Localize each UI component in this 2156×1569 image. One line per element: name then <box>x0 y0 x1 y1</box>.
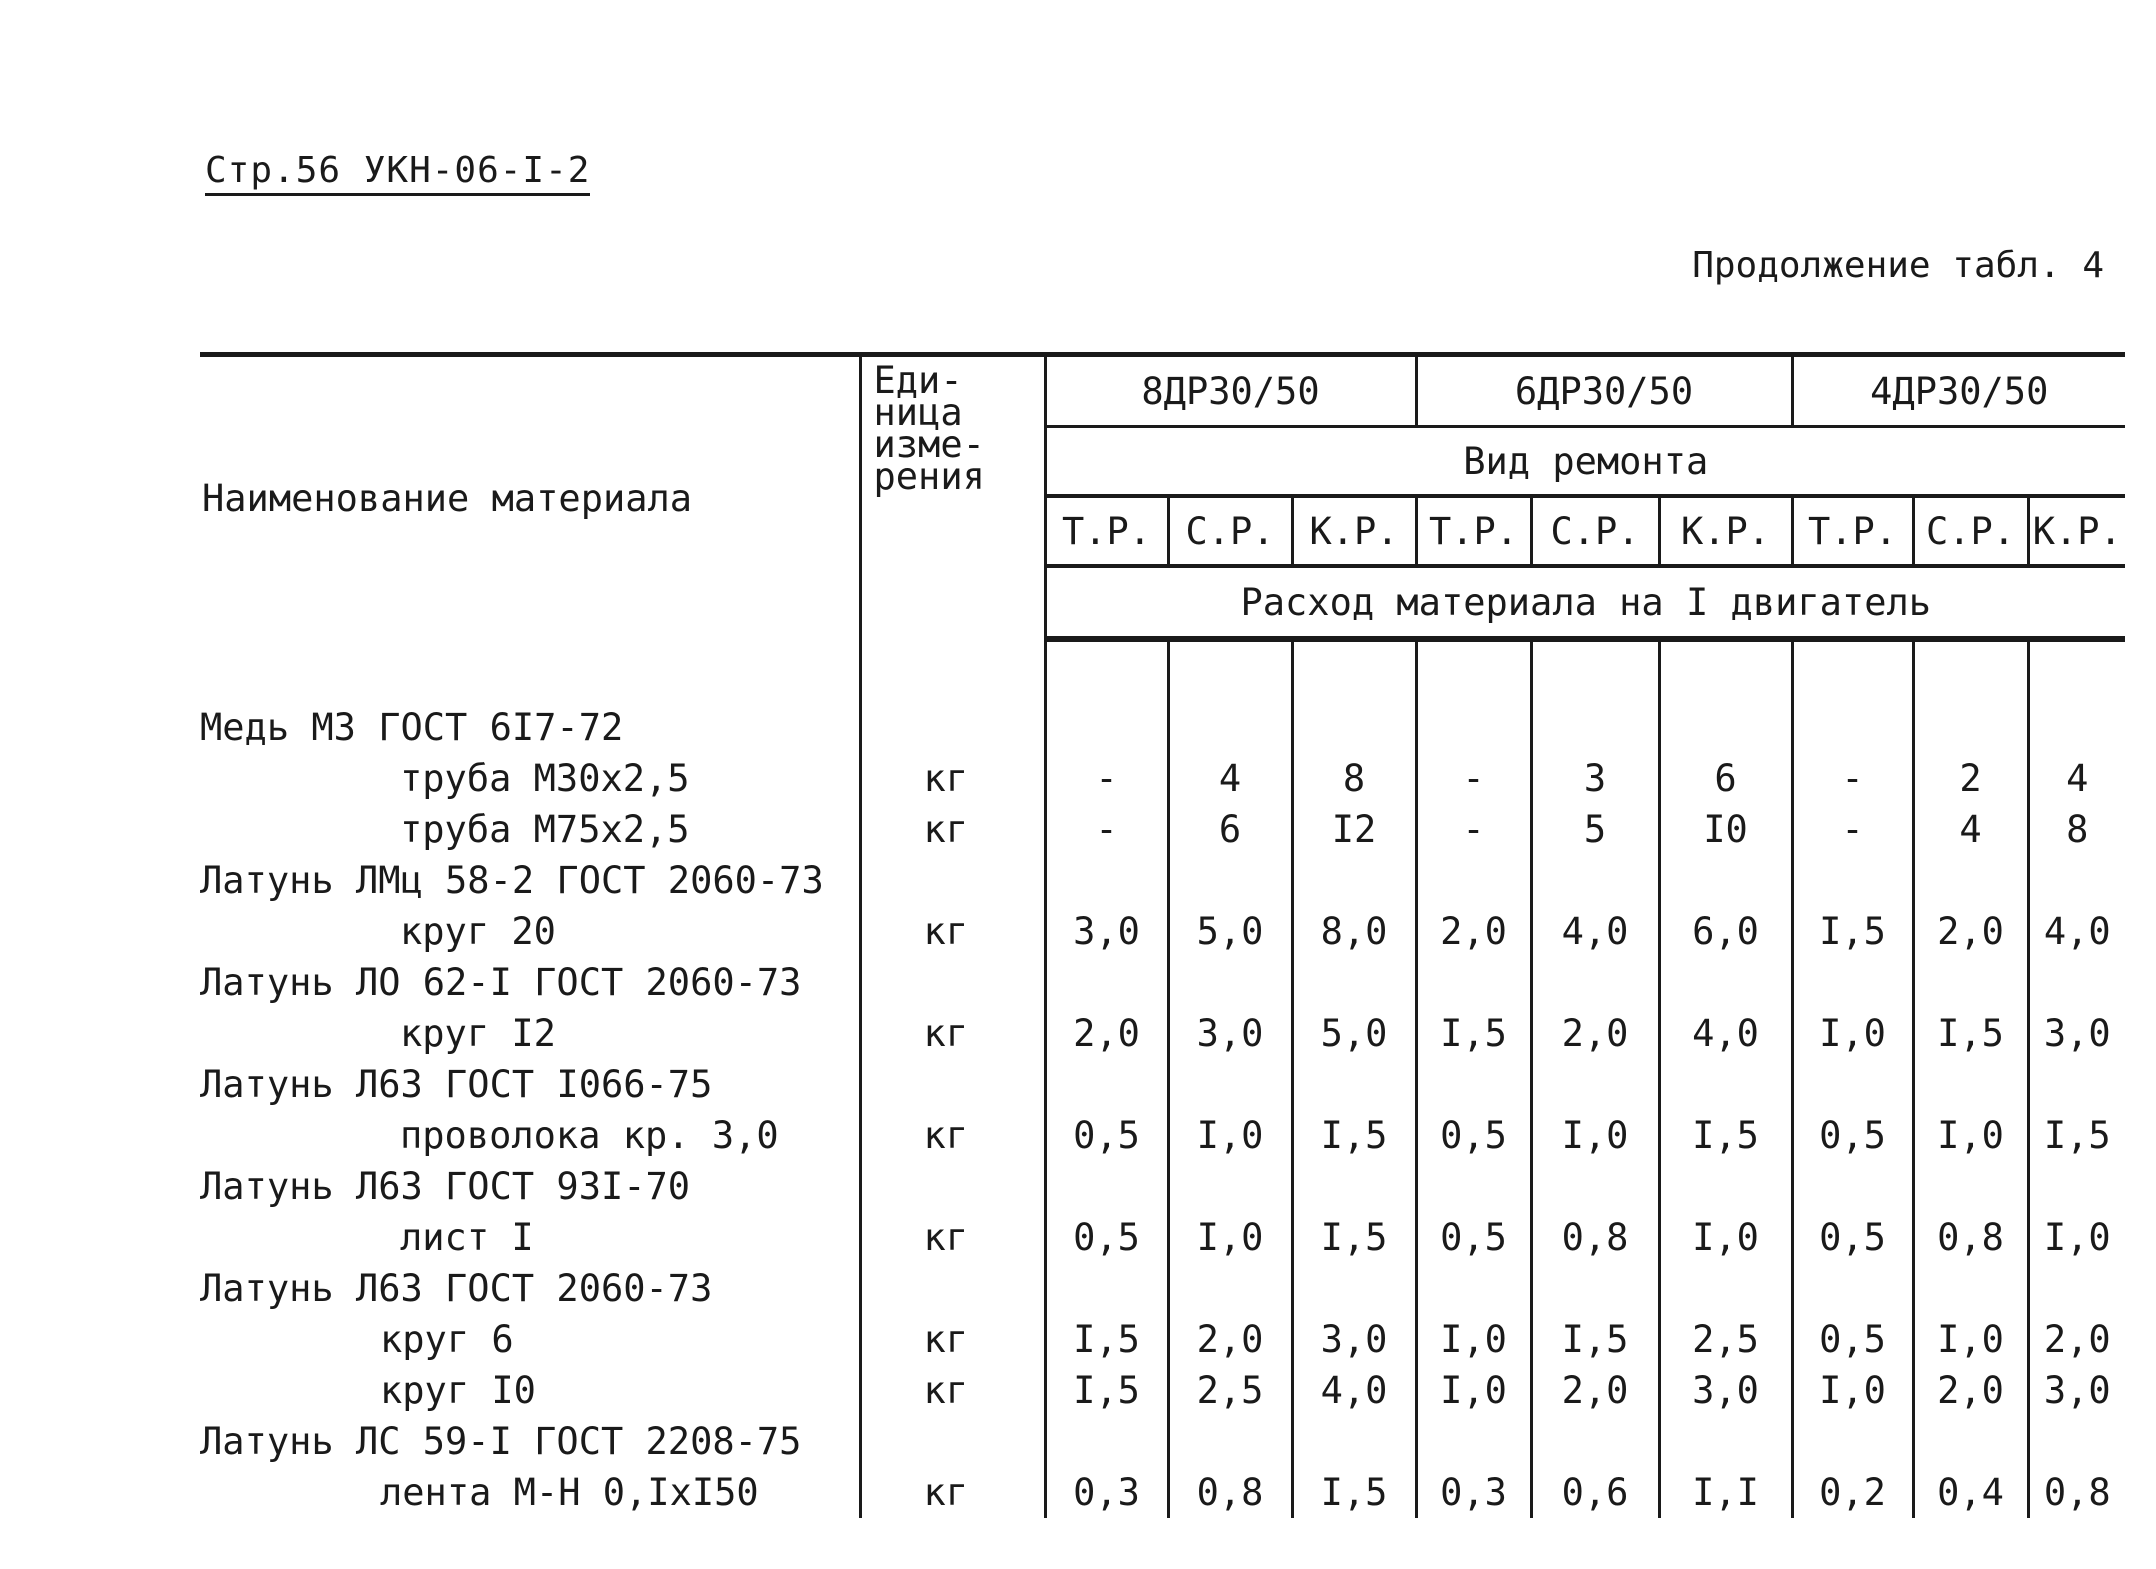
unit-cell: кг <box>860 1110 1045 1161</box>
value-cell: I,0 <box>1416 1314 1531 1365</box>
value-cell: I,0 <box>1913 1314 2028 1365</box>
table-row <box>200 1110 2125 1161</box>
value-cell: - <box>1416 804 1531 855</box>
value-cell <box>1045 1416 1168 1467</box>
table-row <box>200 804 2125 855</box>
unit-cell: кг <box>860 753 1045 804</box>
value-cell: 4,0 <box>2028 906 2125 957</box>
value-cell: 0,8 <box>1913 1212 2028 1263</box>
value-cell <box>1659 1416 1792 1467</box>
value-cell <box>2028 1263 2125 1314</box>
value-cell <box>1531 957 1659 1008</box>
unit-cell: кг <box>860 1365 1045 1416</box>
value-cell: - <box>1095 757 1118 800</box>
unit-cell <box>860 957 1045 1008</box>
value-cell <box>1792 855 1913 906</box>
value-cell: 3,0 <box>2028 1008 2125 1059</box>
value-cell <box>1792 957 1913 1008</box>
value-cell: 2,5 <box>1168 1365 1292 1416</box>
repair-col-header: К.Р. <box>1292 496 1416 566</box>
value-cell: 0,5 <box>1792 1110 1913 1161</box>
material-item-name: лист I <box>400 1216 534 1259</box>
value-cell: I,0 <box>1659 1212 1792 1263</box>
value-cell: I,0 <box>1913 1110 2028 1161</box>
material-group-row <box>200 957 2125 1008</box>
value-cell: 4,0 <box>1659 1008 1792 1059</box>
value-cell <box>1168 702 1292 753</box>
value-cell <box>1045 702 1168 753</box>
column-header-unit: Еди- ница изме- рения <box>860 355 1045 640</box>
material-item-name: труба М30х2,5 <box>400 757 690 800</box>
value-cell: 5,0 <box>1292 1008 1416 1059</box>
unit-cell: кг <box>860 1467 1045 1518</box>
value-cell <box>1292 1161 1416 1212</box>
value-cell <box>1659 957 1792 1008</box>
value-cell <box>1531 1263 1659 1314</box>
material-group-name: Латунь Л63 ГОСТ I066-75 <box>200 1063 713 1106</box>
value-cell <box>1416 1059 1531 1110</box>
unit-cell <box>860 1161 1045 1212</box>
value-cell: 2,0 <box>1531 1365 1659 1416</box>
unit-cell: кг <box>860 906 1045 957</box>
value-cell: 2,0 <box>1168 1314 1292 1365</box>
value-cell: 0,4 <box>1913 1467 2028 1518</box>
value-cell <box>1792 1416 1913 1467</box>
material-item-name: лента М-Н 0,IхI50 <box>380 1471 759 1514</box>
value-cell: 3,0 <box>1292 1314 1416 1365</box>
repair-col-header: Т.Р. <box>1792 496 1913 566</box>
repair-col-header: С.Р. <box>1913 496 2028 566</box>
model-header-3: 4ДР30/50 <box>1792 355 2125 427</box>
value-cell: I,0 <box>1416 1365 1531 1416</box>
value-cell: 2,5 <box>1659 1314 1792 1365</box>
value-cell: 6 <box>1168 804 1292 855</box>
table-row <box>200 1008 2125 1059</box>
value-cell <box>1168 1416 1292 1467</box>
value-cell <box>1416 1263 1531 1314</box>
value-cell: I,5 <box>1416 1008 1531 1059</box>
value-cell: 4 <box>2028 753 2125 804</box>
material-group-name: Латунь ЛО 62-I ГОСТ 2060-73 <box>200 961 802 1004</box>
repair-col-header: С.Р. <box>1531 496 1659 566</box>
material-item-name: проволока кр. 3,0 <box>400 1114 779 1157</box>
repair-col-header: Т.Р. <box>1416 496 1531 566</box>
value-cell <box>1168 957 1292 1008</box>
value-cell: 0,5 <box>1416 1212 1531 1263</box>
value-cell: I,5 <box>1073 1318 1140 1361</box>
value-cell: 0,6 <box>1531 1467 1659 1518</box>
unit-cell <box>860 1416 1045 1467</box>
value-cell: 2,0 <box>1416 906 1531 957</box>
value-cell: I,0 <box>2028 1212 2125 1263</box>
value-cell: I,0 <box>1792 1008 1913 1059</box>
material-group-row <box>200 1416 2125 1467</box>
value-cell: 5,0 <box>1168 906 1292 957</box>
value-cell <box>1416 702 1531 753</box>
value-cell: 8 <box>1292 753 1416 804</box>
value-cell <box>2028 1416 2125 1467</box>
value-cell <box>1531 1161 1659 1212</box>
repair-col-header: С.Р. <box>1168 496 1292 566</box>
value-cell <box>2028 855 2125 906</box>
value-cell <box>1292 702 1416 753</box>
material-item-name: труба М75х2,5 <box>400 808 690 851</box>
value-cell <box>1531 855 1659 906</box>
value-cell <box>1913 1161 2028 1212</box>
value-cell <box>1792 702 1913 753</box>
value-cell: I,5 <box>1531 1314 1659 1365</box>
value-cell <box>1292 1263 1416 1314</box>
material-group-row <box>200 1263 2125 1314</box>
table-row <box>200 1467 2125 1518</box>
value-cell: 0,3 <box>1416 1467 1531 1518</box>
value-cell: 3,0 <box>1659 1365 1792 1416</box>
value-cell: 4 <box>1168 753 1292 804</box>
value-cell <box>1416 1161 1531 1212</box>
value-cell: 0,3 <box>1073 1471 1140 1514</box>
value-cell: 4,0 <box>1531 906 1659 957</box>
value-cell <box>1792 1161 1913 1212</box>
value-cell <box>1292 957 1416 1008</box>
value-cell <box>2028 1161 2125 1212</box>
unit-cell <box>860 1263 1045 1314</box>
value-cell: I2 <box>1292 804 1416 855</box>
value-cell: I,5 <box>1659 1110 1792 1161</box>
value-cell: 0,5 <box>1073 1216 1140 1259</box>
table-row <box>200 753 2125 804</box>
value-cell: - <box>1792 804 1913 855</box>
material-group-name: Медь М3 ГОСТ 6I7-72 <box>200 706 624 749</box>
value-cell: 0,8 <box>1531 1212 1659 1263</box>
value-cell: 6,0 <box>1659 906 1792 957</box>
unit-cell: кг <box>860 804 1045 855</box>
value-cell <box>1531 702 1659 753</box>
value-cell: 2,0 <box>1913 906 2028 957</box>
value-cell <box>1659 1263 1792 1314</box>
value-cell: 8,0 <box>1292 906 1416 957</box>
value-cell: - <box>1095 808 1118 851</box>
repair-col-header: Т.Р. <box>1045 496 1168 566</box>
value-cell <box>2028 1059 2125 1110</box>
value-cell: 0,8 <box>1168 1467 1292 1518</box>
value-cell <box>1416 1416 1531 1467</box>
value-cell: 5 <box>1531 804 1659 855</box>
unit-cell: кг <box>860 1212 1045 1263</box>
material-item-name: круг 6 <box>380 1318 514 1361</box>
value-cell: 2 <box>1913 753 2028 804</box>
consumption-header: Расход материала на I двигатель <box>1045 566 2125 639</box>
material-item-name: круг I2 <box>400 1012 556 1055</box>
value-cell: I,5 <box>1292 1467 1416 1518</box>
value-cell: I,0 <box>1531 1110 1659 1161</box>
value-cell: I,5 <box>1073 1369 1140 1412</box>
material-group-name: Латунь ЛС 59-I ГОСТ 2208-75 <box>200 1420 802 1463</box>
value-cell <box>1045 1059 1168 1110</box>
table-row <box>200 1314 2125 1365</box>
value-cell: I,5 <box>2028 1110 2125 1161</box>
value-cell: I,5 <box>1792 906 1913 957</box>
model-header-1: 8ДР30/50 <box>1045 355 1416 427</box>
value-cell <box>1045 855 1168 906</box>
value-cell: 2,0 <box>1073 1012 1140 1055</box>
value-cell <box>1416 957 1531 1008</box>
materials-table <box>200 352 2125 1518</box>
value-cell <box>1045 1161 1168 1212</box>
value-cell: 2,0 <box>2028 1314 2125 1365</box>
value-cell: I,0 <box>1168 1212 1292 1263</box>
table-body <box>200 639 2125 1518</box>
repair-col-header: К.Р. <box>1659 496 1792 566</box>
value-cell <box>1659 1059 1792 1110</box>
value-cell: I,5 <box>1292 1110 1416 1161</box>
value-cell: I,5 <box>1913 1008 2028 1059</box>
value-cell <box>1168 855 1292 906</box>
table-continuation-label: Продолжение табл. 4 <box>1692 245 2104 286</box>
value-cell <box>1792 1263 1913 1314</box>
value-cell <box>1531 1059 1659 1110</box>
material-group-name: Латунь Л63 ГОСТ 2060-73 <box>200 1267 713 1310</box>
value-cell: 2,0 <box>1913 1365 2028 1416</box>
column-header-material: Наименование материала <box>200 355 860 640</box>
value-cell: - <box>1416 753 1531 804</box>
value-cell: I,5 <box>1292 1212 1416 1263</box>
value-cell: 8 <box>2028 804 2125 855</box>
value-cell <box>1531 1416 1659 1467</box>
unit-cell: кг <box>860 1314 1045 1365</box>
value-cell <box>1292 855 1416 906</box>
value-cell <box>1045 1263 1168 1314</box>
value-cell <box>1913 957 2028 1008</box>
material-item-name: круг 20 <box>400 910 556 953</box>
value-cell: I,I <box>1659 1467 1792 1518</box>
material-group-name: Латунь Л63 ГОСТ 93I-70 <box>200 1165 691 1208</box>
value-cell <box>1913 1416 2028 1467</box>
value-cell: I,0 <box>1792 1365 1913 1416</box>
value-cell: 4 <box>1913 804 2028 855</box>
material-group-row <box>200 1059 2125 1110</box>
value-cell <box>2028 702 2125 753</box>
spacer-row <box>200 639 2125 702</box>
value-cell: 0,5 <box>1073 1114 1140 1157</box>
value-cell <box>1913 702 2028 753</box>
value-cell: I0 <box>1659 804 1792 855</box>
page-reference: Стр.56 УКН-06-I-2 <box>205 150 590 196</box>
unit-cell: кг <box>860 1008 1045 1059</box>
value-cell <box>1659 702 1792 753</box>
value-cell: 0,8 <box>2028 1467 2125 1518</box>
material-group-row <box>200 855 2125 906</box>
value-cell <box>1659 855 1792 906</box>
value-cell: 3,0 <box>1168 1008 1292 1059</box>
table-row <box>200 906 2125 957</box>
table-row <box>200 1212 2125 1263</box>
value-cell <box>1168 1059 1292 1110</box>
value-cell <box>1292 1059 1416 1110</box>
value-cell <box>1792 1059 1913 1110</box>
table-row <box>200 1365 2125 1416</box>
value-cell <box>1913 855 2028 906</box>
value-cell <box>2028 957 2125 1008</box>
repair-col-header: К.Р. <box>2028 496 2125 566</box>
value-cell: 3,0 <box>1073 910 1140 953</box>
value-cell <box>1416 855 1531 906</box>
material-group-row <box>200 702 2125 753</box>
unit-cell <box>860 855 1045 906</box>
material-item-name: круг I0 <box>380 1369 536 1412</box>
value-cell: 0,2 <box>1792 1467 1913 1518</box>
value-cell: 4,0 <box>1292 1365 1416 1416</box>
value-cell: 0,5 <box>1792 1314 1913 1365</box>
value-cell: 0,5 <box>1416 1110 1531 1161</box>
value-cell: 3,0 <box>2028 1365 2125 1416</box>
value-cell <box>1292 1416 1416 1467</box>
value-cell: 3 <box>1531 753 1659 804</box>
value-cell <box>1659 1161 1792 1212</box>
model-header-2: 6ДР30/50 <box>1416 355 1792 427</box>
value-cell: 6 <box>1659 753 1792 804</box>
value-cell: 2,0 <box>1531 1008 1659 1059</box>
value-cell: I,0 <box>1168 1110 1292 1161</box>
value-cell <box>1913 1059 2028 1110</box>
material-group-row <box>200 1161 2125 1212</box>
value-cell: - <box>1792 753 1913 804</box>
value-cell <box>1913 1263 2028 1314</box>
unit-cell <box>860 702 1045 753</box>
value-cell <box>1168 1161 1292 1212</box>
value-cell <box>1045 957 1168 1008</box>
value-cell <box>1168 1263 1292 1314</box>
value-cell: 0,5 <box>1792 1212 1913 1263</box>
repair-type-header: Вид ремонта <box>1045 427 2125 497</box>
material-group-name: Латунь ЛМц 58-2 ГОСТ 2060-73 <box>200 859 824 902</box>
unit-cell <box>860 1059 1045 1110</box>
